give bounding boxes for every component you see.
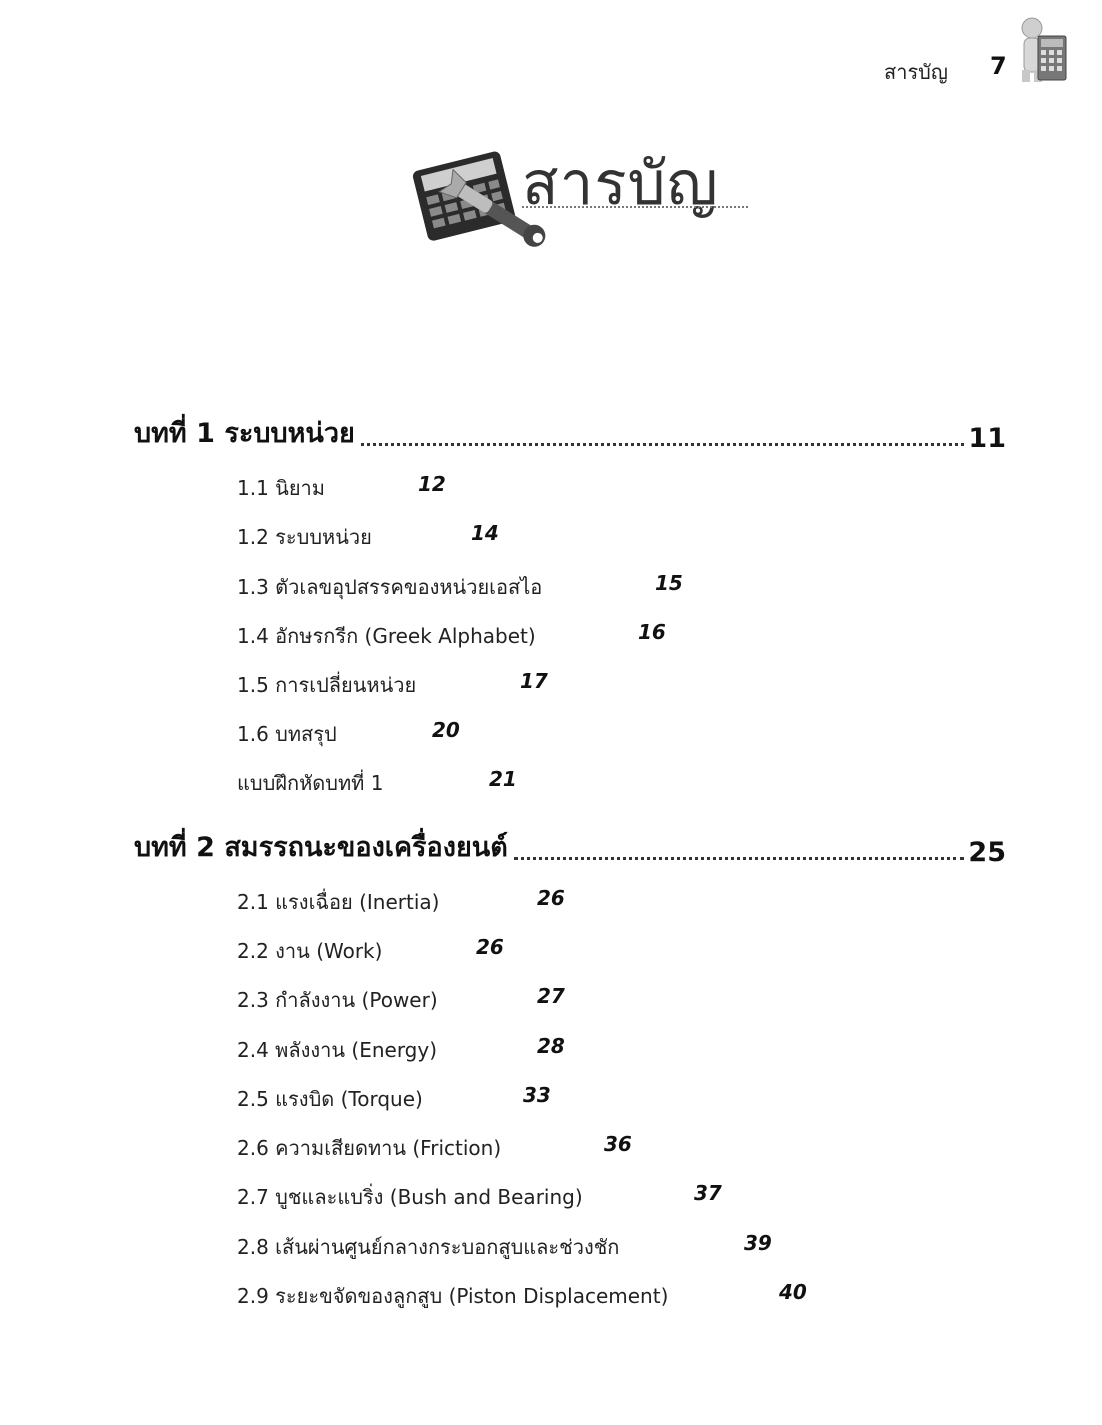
entry-page: 39 bbox=[744, 1231, 772, 1255]
entry-page: 20 bbox=[432, 718, 460, 742]
entry-label: 2.2 งาน (Work) bbox=[237, 939, 383, 963]
page-title: สารบัญ bbox=[522, 149, 719, 219]
entry-label: 1.5 การเปลี่ยนหน่วย bbox=[237, 673, 417, 697]
entry-label: 2.9 ระยะขจัดของลูกสูบ (Piston Displacement) bbox=[237, 1284, 669, 1308]
entry-page: 27 bbox=[537, 984, 565, 1008]
entry-page: 36 bbox=[604, 1132, 632, 1156]
title-block bbox=[410, 140, 760, 260]
chapter-heading bbox=[134, 414, 1006, 454]
chapter-page: 11 bbox=[968, 423, 1006, 454]
entry-label: 2.3 กำลังงาน (Power) bbox=[237, 988, 438, 1012]
entry-page: 17 bbox=[520, 669, 548, 693]
entry-label: แบบฝึกหัดบทที่ 1 bbox=[237, 771, 384, 795]
entry-page: 26 bbox=[537, 886, 565, 910]
entry-page: 40 bbox=[779, 1280, 807, 1304]
page-number: 7 bbox=[990, 52, 1007, 80]
chapter-page: 25 bbox=[968, 837, 1006, 868]
entry-label: 1.2 ระบบหน่วย bbox=[237, 525, 372, 549]
entry-page: 16 bbox=[638, 620, 666, 644]
entry-page: 28 bbox=[537, 1034, 565, 1058]
entry-label: 1.6 บทสรุป bbox=[237, 722, 337, 746]
dot-leader bbox=[514, 857, 965, 860]
entry-label: 2.7 บูชและแบริ่ง (Bush and Bearing) bbox=[237, 1185, 583, 1209]
entry-label: 2.1 แรงเฉื่อย (Inertia) bbox=[237, 890, 440, 914]
entry-label: 2.5 แรงบิด (Torque) bbox=[237, 1087, 423, 1111]
entry-label: 2.4 พลังงาน (Energy) bbox=[237, 1038, 438, 1062]
entry-label: 1.3 ตัวเลขอุปสรรคของหน่วยเอสไอ bbox=[237, 575, 543, 599]
running-header bbox=[860, 50, 1070, 90]
entry-page: 21 bbox=[489, 767, 517, 791]
chapter-title: บทที่ 1 ระบบหน่วย bbox=[134, 418, 355, 449]
entry-label: 2.6 ความเสียดทาน (Friction) bbox=[237, 1136, 502, 1160]
chapter-title: บทที่ 2 สมรรถนะของเครื่องยนต์ bbox=[134, 832, 508, 863]
entry-label: 1.4 อักษรกรีก (Greek Alphabet) bbox=[237, 624, 536, 648]
entry-page: 37 bbox=[694, 1181, 722, 1205]
chapter-heading bbox=[134, 828, 1006, 868]
title-underline bbox=[522, 206, 748, 208]
entry-page: 15 bbox=[655, 571, 683, 595]
entry-page: 33 bbox=[523, 1083, 551, 1107]
entry-page: 26 bbox=[476, 935, 504, 959]
entry-page: 12 bbox=[418, 472, 446, 496]
running-header-label: สารบัญ bbox=[884, 60, 948, 84]
figure-with-calculator-icon bbox=[1018, 16, 1070, 84]
dot-leader bbox=[361, 443, 965, 446]
entry-label: 1.1 นิยาม bbox=[237, 476, 325, 500]
entry-label: 2.8 เส้นผ่านศูนย์กลางกระบอกสูบและช่วงชัก bbox=[237, 1235, 620, 1259]
entry-page: 14 bbox=[471, 521, 499, 545]
